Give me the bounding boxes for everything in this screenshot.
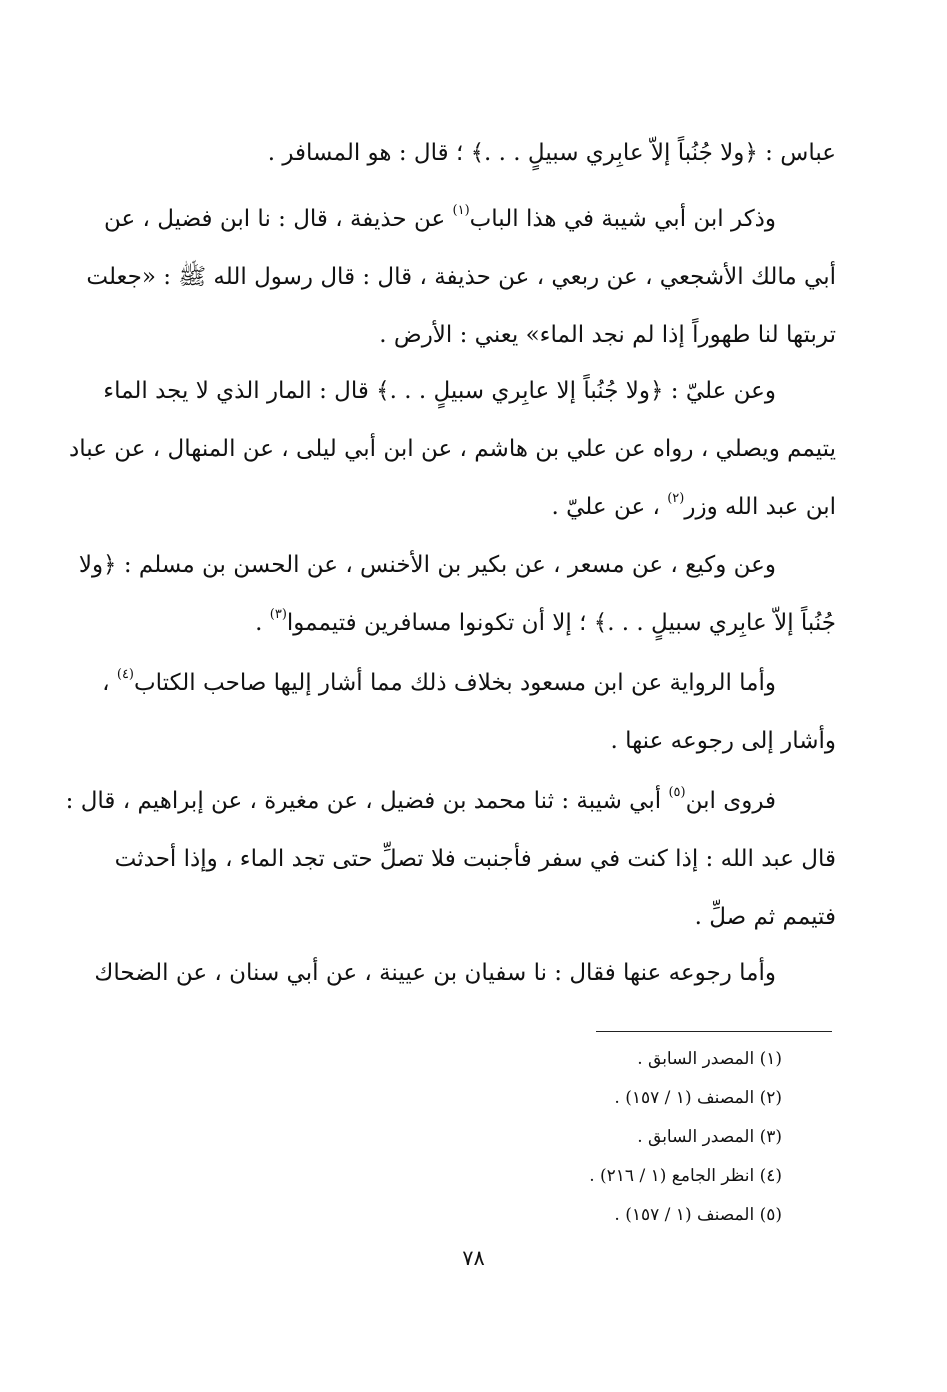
text-line <box>118 478 836 536</box>
page-number: ٧٨ <box>462 1246 485 1270</box>
text-line <box>65 772 836 830</box>
footnotes <box>420 1040 782 1235</box>
text-segment: عن حذيفة ، قال : نا ابن فضيل ، عن <box>103 206 453 232</box>
text-line <box>102 654 836 712</box>
text-line: تربتها لنا طهوراً إذا لم نجد الماء» يعني : الأرض . <box>379 322 836 348</box>
paragraph-5 <box>102 654 836 770</box>
paragraph-3 <box>69 362 836 536</box>
paragraph-4 <box>78 536 836 652</box>
footnote-ref: (٥) <box>668 785 686 800</box>
text-line: وعن وكيع ، عن مسعر ، عن بكير بن الأخنس ، عن الحسن بن مسلم : ﴿ولا <box>78 552 776 578</box>
paragraph-7 <box>94 944 836 1002</box>
text-segment: ، <box>102 670 117 696</box>
text-line: قال عبد الله : إذا كنت في سفر فأجنبت فلا تصلِّ حتى تجد الماء ، وإذا أحدثت <box>114 846 836 872</box>
text-segment: فروى ابن <box>685 788 776 814</box>
text-line <box>103 190 836 248</box>
text-line: فتيمم ثم صلِّ . <box>694 904 836 930</box>
footnote-3: (٣) المصدر السابق . <box>637 1127 782 1147</box>
text-line: وعن عليّ : ﴿ولا جُنُباً إلا عابِري سبيلٍ . . .﴾ قال : المار الذي لا يجد الماء <box>103 378 776 404</box>
text-line: وأما رجوعه عنها فقال : نا سفيان بن عيينة ، عن أبي سنان ، عن الضحاك <box>94 960 776 986</box>
text-segment: جُنُباً إلاّ عابِري سبيلٍ . . .﴾ ؛ إلا أن تكونوا مسافرين فتيمموا <box>286 610 836 636</box>
footnote-1: (١) المصدر السابق . <box>637 1049 782 1069</box>
text-line: يتيمم ويصلي ، رواه عن علي بن هاشم ، عن ابن أبي ليلى ، عن المنهال ، عن عباد <box>69 436 836 462</box>
footnote-ref: (١) <box>452 203 470 218</box>
text-segment: . <box>255 610 270 636</box>
paragraph-6 <box>65 772 836 946</box>
paragraph-2 <box>86 190 836 364</box>
text-line: عباس : ﴿ولا جُنُباً إلاّ عابِري سبيلٍ . . .﴾ ؛ قال : هو المسافر . <box>267 140 836 166</box>
footnote-ref: (٢) <box>667 491 685 506</box>
footnote-4: (٤) انظر الجامع (١ / ٢١٦) . <box>589 1166 782 1186</box>
footnote-2: (٢) المصنف (١ / ١٥٧) . <box>614 1088 782 1108</box>
text-line: أبي مالك الأشجعي ، عن ربعي ، عن حذيفة ، قال : قال رسول الله ﷺ : «جعلت <box>86 264 836 290</box>
text-segment: ابن عبد الله وزر <box>684 494 836 520</box>
text-segment: ، عن عليّ . <box>551 494 668 520</box>
paragraph-1 <box>118 124 836 182</box>
text-segment: وذكر ابن أبي شيبة في هذا الباب <box>469 206 776 232</box>
footnote-5: (٥) المصنف (١ / ١٥٧) . <box>614 1205 782 1225</box>
text-line <box>118 594 836 652</box>
footnote-separator <box>596 1031 832 1032</box>
text-segment: أبي شيبة : ثنا محمد بن فضيل ، عن مغيرة ، عن إبراهيم ، قال : <box>65 788 669 814</box>
text-line: وأشار إلى رجوعه عنها . <box>610 728 836 754</box>
footnote-ref: (٤) <box>116 667 134 682</box>
footnote-ref: (٣) <box>269 607 287 622</box>
text-segment: وأما الرواية عن ابن مسعود بخلاف ذلك مما أشار إليها صاحب الكتاب <box>134 670 776 696</box>
